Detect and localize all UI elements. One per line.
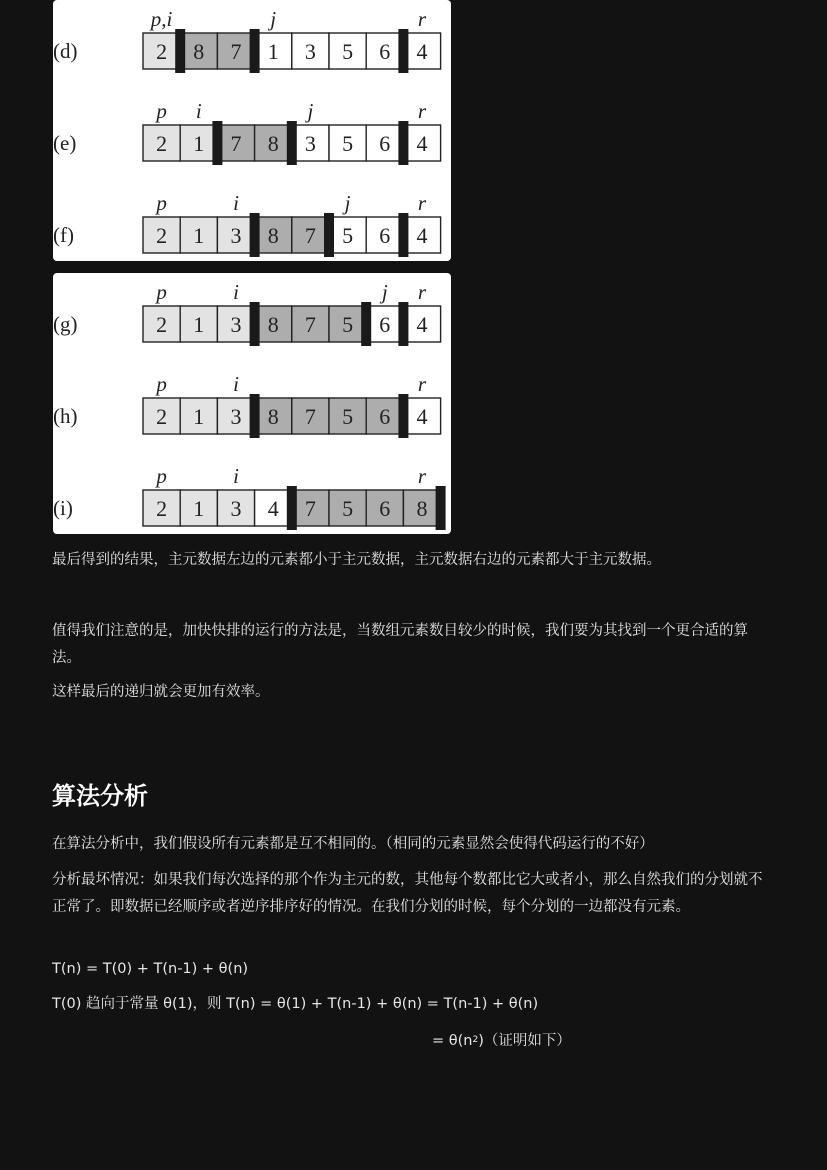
cell-value: 6 xyxy=(379,131,391,156)
cell-value: 7 xyxy=(304,496,316,521)
pointer-marker: j xyxy=(344,191,351,215)
pointer-marker: r xyxy=(417,372,427,396)
cell-value: 1 xyxy=(193,312,205,337)
cell-value: 5 xyxy=(342,223,354,248)
cell-value: 1 xyxy=(193,496,205,521)
cell-value: 8 xyxy=(267,223,279,248)
cell-value: 4 xyxy=(416,131,428,156)
pointer-marker: p xyxy=(156,191,167,215)
pointer-marker: j xyxy=(381,280,388,304)
partition-bar xyxy=(398,394,408,438)
cell-value: 6 xyxy=(379,496,391,521)
cell-value: 3 xyxy=(304,131,316,156)
cell-value: 5 xyxy=(342,404,354,429)
cell-value: 8 xyxy=(193,39,205,64)
cell-value: 6 xyxy=(379,312,391,337)
cell-value: 6 xyxy=(379,39,391,64)
figure-panel-bottom xyxy=(53,273,451,534)
partition-bar xyxy=(287,121,297,165)
cell-value: 5 xyxy=(342,39,354,64)
partition-bar xyxy=(436,486,446,530)
partition-bar xyxy=(250,213,260,257)
row-label: (d) xyxy=(53,39,78,63)
cell-value: 3 xyxy=(230,223,242,248)
result-exponent: 2 xyxy=(472,1035,479,1045)
cell-value: 4 xyxy=(267,496,279,521)
panel-row-e xyxy=(53,99,441,165)
cell-value: 5 xyxy=(342,312,354,337)
pointer-marker: i xyxy=(233,372,239,396)
partition-bar xyxy=(175,29,185,73)
recurrence-result xyxy=(432,1028,571,1057)
pointer-marker: r xyxy=(417,99,427,123)
partition-diagram-top xyxy=(53,0,451,261)
partition-bar xyxy=(398,121,408,165)
cell-value: 4 xyxy=(416,404,428,429)
partition-bar xyxy=(250,394,260,438)
optimization-note-paragraph: 值得我们注意的是，加快快排的运行的方法是，当数组元素数目较少的时候，我们要为其找到一个更合适的算法。 xyxy=(52,623,748,666)
pointer-marker: p xyxy=(156,372,167,396)
cell-value: 4 xyxy=(416,39,428,64)
cell-value: 3 xyxy=(230,404,242,429)
cell-value: 2 xyxy=(156,312,168,337)
partition-diagram-bottom xyxy=(53,273,451,534)
partition-bar xyxy=(398,302,408,346)
row-label: (g) xyxy=(53,312,78,336)
partition-bar xyxy=(398,213,408,257)
result-prefix: = θ(n xyxy=(432,1033,473,1049)
partition-bar xyxy=(287,486,297,530)
partition-bar xyxy=(361,302,371,346)
cell-value: 2 xyxy=(156,496,168,521)
pointer-marker: r xyxy=(417,464,427,488)
cell-value: 8 xyxy=(416,496,428,521)
pointer-marker: p,i xyxy=(150,7,173,31)
cell-value: 8 xyxy=(267,312,279,337)
partition-bar xyxy=(250,29,260,73)
partition-bar xyxy=(250,302,260,346)
cell-value: 6 xyxy=(379,404,391,429)
cell-value: 7 xyxy=(304,223,316,248)
panel-row-f xyxy=(53,191,441,257)
panel-row-d xyxy=(53,7,441,73)
cell-value: 4 xyxy=(416,223,428,248)
pointer-marker: r xyxy=(417,280,427,304)
pointer-marker: j xyxy=(270,7,277,31)
row-label: (e) xyxy=(53,131,77,155)
cell-value: 4 xyxy=(416,312,428,337)
panel-row-h xyxy=(53,372,441,438)
partition-bar xyxy=(324,213,334,257)
cell-value: 5 xyxy=(342,131,354,156)
pointer-marker: i xyxy=(195,99,202,123)
cell-value: 7 xyxy=(230,131,242,156)
pointer-marker: i xyxy=(233,191,239,215)
cell-value: 1 xyxy=(193,404,205,429)
row-label: (f) xyxy=(53,223,74,247)
cell-value: 8 xyxy=(267,131,279,156)
figure-panel-top xyxy=(53,0,451,261)
efficiency-note-paragraph: 这样最后的递归就会更加有效率。 xyxy=(52,684,270,700)
assumption-paragraph: 在算法分析中，我们假设所有元素都是互不相同的。（相同的元素显然会使得代码运行的不好） xyxy=(52,836,654,852)
cell-value: 8 xyxy=(267,404,279,429)
cell-value: 1 xyxy=(267,39,279,64)
pointer-marker: p xyxy=(156,464,167,488)
result-suffix: )（证明如下） xyxy=(478,1033,571,1049)
cell-value: 7 xyxy=(304,404,316,429)
cell-value: 2 xyxy=(156,404,168,429)
panel-row-g xyxy=(53,280,441,346)
pointer-marker: j xyxy=(307,99,314,123)
cell-value: 2 xyxy=(156,223,168,248)
pointer-marker: p xyxy=(156,280,167,304)
cell-value: 1 xyxy=(193,223,205,248)
pointer-marker: i xyxy=(233,464,239,488)
pointer-marker: r xyxy=(417,7,427,31)
recurrence-equation: T(n) = T(0) + T(n-1) + θ(n) xyxy=(52,961,249,977)
cell-value: 6 xyxy=(379,223,391,248)
section-title: 算法分析 xyxy=(52,782,148,810)
row-label: (h) xyxy=(53,404,78,428)
cell-value: 2 xyxy=(156,131,168,156)
cell-value: 7 xyxy=(230,39,242,64)
cell-value: 3 xyxy=(230,312,242,337)
pointer-marker: r xyxy=(417,191,427,215)
result-paragraph: 最后得到的结果，主元数据左边的元素都小于主元数据，主元数据右边的元素都大于主元数据。 xyxy=(52,552,661,568)
cell-value: 1 xyxy=(193,131,205,156)
worst-case-paragraph: 分析最坏情况：如果我们每次选择的那个作为主元的数，其他每个数都比它大或者小，那么自然我们的分划就不正常了。即数据已经顺序或者逆序排序好的情况。在我们分划的时候，每个分划的一边都没有元素。 xyxy=(52,872,763,915)
cell-value: 2 xyxy=(156,39,168,64)
pointer-marker: p xyxy=(156,99,167,123)
recurrence-substitution: T(0) 趋向于常量 θ(1)，则 T(n) = θ(1) + T(n-1) + θ(n) = T(n-1) + θ(n) xyxy=(52,996,539,1012)
cell-value: 3 xyxy=(230,496,242,521)
cell-value: 3 xyxy=(304,39,316,64)
cell-value: 5 xyxy=(342,496,354,521)
cell-value: 7 xyxy=(304,312,316,337)
row-label: (i) xyxy=(53,496,73,520)
pointer-marker: i xyxy=(233,280,239,304)
partition-bar xyxy=(398,29,408,73)
panel-row-i xyxy=(53,464,446,530)
partition-bar xyxy=(212,121,222,165)
